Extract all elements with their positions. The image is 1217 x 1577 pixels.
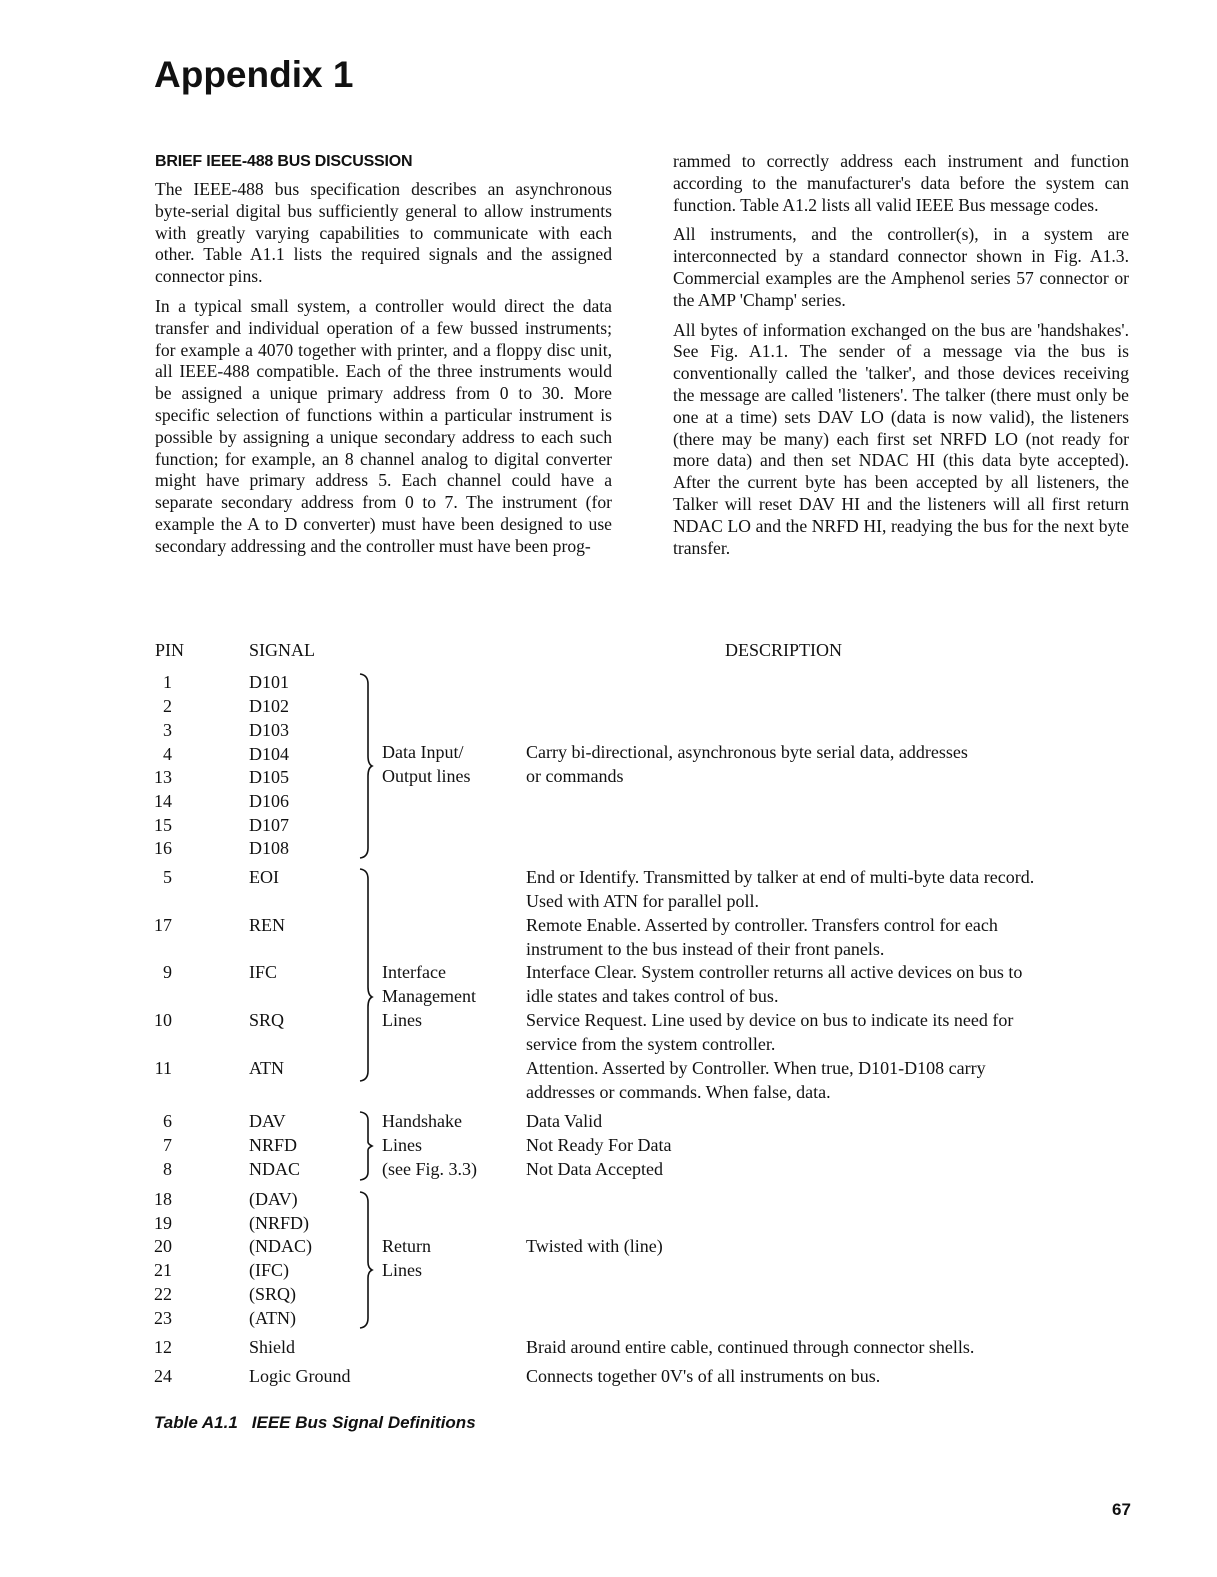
paragraph: All instruments, and the controller(s), in a system are interconnected by a standard connector shown in Fig. A1.3. Commercial examples are the Amphenol series 57 connector or the AMP 'Champ' series.: [673, 224, 1129, 310]
description: Carry bi-directional, asynchronous byte serial data, addresses: [526, 742, 968, 762]
signal-name: (IFC): [249, 1260, 289, 1280]
pin-number: 24: [154, 1366, 172, 1386]
header-pin: PIN: [155, 640, 185, 660]
description: addresses or commands. When false, data.: [526, 1082, 831, 1102]
header-signal: SIGNAL: [249, 640, 315, 660]
pin-number: 5: [163, 867, 172, 887]
group-label: Lines: [382, 1010, 422, 1030]
signal-name: DAV: [249, 1111, 286, 1131]
signal-name: Shield: [249, 1337, 296, 1357]
group-label: Output lines: [382, 766, 471, 786]
pin-number: 16: [154, 838, 172, 858]
description: Attention. Asserted by Controller. When true, D101-D108 carry: [526, 1058, 986, 1078]
brace-return-lines: [358, 1190, 374, 1330]
pin-number: 21: [154, 1260, 172, 1280]
description: service from the system controller.: [526, 1034, 776, 1054]
description: instrument to the bus instead of their front panels.: [526, 939, 885, 959]
group-label: (see Fig. 3.3): [382, 1159, 477, 1179]
description: or commands: [526, 766, 624, 786]
caption-label: Table A1.1: [154, 1413, 238, 1432]
pin-number: 6: [163, 1111, 172, 1131]
description: Interface Clear. System controller returns all active devices on bus to: [526, 962, 1023, 982]
pin-number: 12: [154, 1337, 172, 1357]
page-title: Appendix 1: [154, 54, 354, 95]
pin-number: 18: [154, 1189, 172, 1209]
pin-number: 8: [163, 1159, 172, 1179]
group-label: Data Input/: [382, 742, 464, 762]
signal-name: D101: [249, 672, 289, 692]
group-label: Lines: [382, 1260, 422, 1280]
brace-interface-lines: [358, 867, 374, 1083]
group-label: Handshake: [382, 1111, 462, 1131]
caption-text: IEEE Bus Signal Definitions: [251, 1413, 476, 1432]
signal-name: REN: [249, 915, 285, 935]
pin-number: 19: [154, 1213, 172, 1233]
pin-number: 20: [154, 1236, 172, 1256]
pin-number: 17: [154, 915, 172, 935]
signal-name: (DAV): [249, 1189, 298, 1209]
description: End or Identify. Transmitted by talker at end of multi-byte data record.: [526, 867, 1035, 887]
paragraph: The IEEE-488 bus specification describes an asynchronous byte-serial digital bus sufficiently general to allow instruments with greatly varying capabilities to communicate with each other. Table A1.1 lists the required signals and the assigned connector pins.: [155, 179, 612, 287]
signal-name: D107: [249, 815, 289, 835]
pin-number: 23: [154, 1308, 172, 1328]
header-description: DESCRIPTION: [725, 640, 843, 660]
description: Twisted with (line): [526, 1236, 663, 1256]
brace-handshake-lines: [358, 1110, 374, 1182]
group-label: Management: [382, 986, 476, 1006]
description: Not Data Accepted: [526, 1159, 663, 1179]
description: Remote Enable. Asserted by controller. Transfers control for each: [526, 915, 998, 935]
signal-name: (SRQ): [249, 1284, 297, 1304]
signal-name: NDAC: [249, 1159, 301, 1179]
description: Service Request. Line used by device on bus to indicate its need for: [526, 1010, 1014, 1030]
description: Not Ready For Data: [526, 1135, 672, 1155]
pin-number: 3: [163, 720, 172, 740]
signal-name: ATN: [249, 1058, 284, 1078]
signal-name: D108: [249, 838, 289, 858]
signal-name: D106: [249, 791, 289, 811]
signal-name: EOI: [249, 867, 279, 887]
signal-name: (NDAC): [249, 1236, 312, 1256]
signal-name: IFC: [249, 962, 278, 982]
signal-name: D105: [249, 767, 289, 787]
pin-number: 1: [163, 672, 172, 692]
signal-name: SRQ: [249, 1010, 285, 1030]
page-number: 67: [1112, 1500, 1131, 1519]
description: Data Valid: [526, 1111, 603, 1131]
group-label: Return: [382, 1236, 431, 1256]
pin-number: 22: [154, 1284, 172, 1304]
paragraph: rammed to correctly address each instrument and function according to the manufacturer's data before the system can function. Table A1.2 lists all valid IEEE Bus message codes.: [673, 151, 1129, 215]
brace-data-lines: [358, 672, 374, 860]
pin-number: 9: [163, 962, 172, 982]
pin-number: 14: [154, 791, 172, 811]
pin-number: 7: [163, 1135, 172, 1155]
paragraph: All bytes of information exchanged on the bus are 'handshakes'. See Fig. A1.1. The sender of a message via the bus is conventionally called the 'talker', and those devices receiving the message are called 'listeners'. The talker (there must only be one at a time) sets DAV LO (data is now valid), the listeners (there may be many) each first set NRFD LO (not ready for more data) and then set NDAC HI (this data byte accepted). After the current byte has been accepted by all listeners, the Talker will reset DAV HI and the listeners will all first return NDAC LO and the NRFD HI, readying the bus for the next byte transfer.: [673, 319, 1129, 558]
signal-name: (NRFD): [249, 1213, 310, 1233]
signal-name: D104: [249, 744, 289, 764]
pin-number: 15: [154, 815, 172, 835]
signal-name: Logic Ground: [249, 1366, 351, 1386]
pin-number: 11: [154, 1058, 172, 1078]
pin-number: 4: [163, 744, 172, 764]
description: Used with ATN for parallel poll.: [526, 891, 759, 911]
description: Braid around entire cable, continued through connector shells.: [526, 1337, 975, 1357]
description: Connects together 0V's of all instruments on bus.: [526, 1366, 881, 1386]
signal-name: (ATN): [249, 1308, 296, 1328]
pin-number: 13: [154, 767, 172, 787]
table-caption: [154, 1413, 476, 1433]
pin-number: 2: [163, 696, 172, 716]
paragraph: In a typical small system, a controller would direct the data transfer and individual operation of a few bussed instruments; for example a 4070 together with printer, and a floppy disc unit, all IEEE-488 compatible. Each of the three instruments would be assigned a unique primary address from 0 to 30. More specific selection of functions within a particular instrument is possible by assigning a unique secondary address to each such function; for example, an 8 channel analog to digital converter might have primary address 5. Each channel could have a separate secondary address from 0 to 7. The instrument (for example the A to D converter) must have been designed to use secondary addressing and the controller must have been prog-: [155, 295, 612, 556]
group-label: Lines: [382, 1135, 422, 1155]
signal-name: NRFD: [249, 1135, 298, 1155]
description: idle states and takes control of bus.: [526, 986, 779, 1006]
signal-name: D103: [249, 720, 289, 740]
signal-name: D102: [249, 696, 289, 716]
section-heading: BRIEF IEEE-488 BUS DISCUSSION: [155, 153, 413, 170]
pin-number: 10: [154, 1010, 172, 1030]
group-label: Interface: [382, 962, 446, 982]
